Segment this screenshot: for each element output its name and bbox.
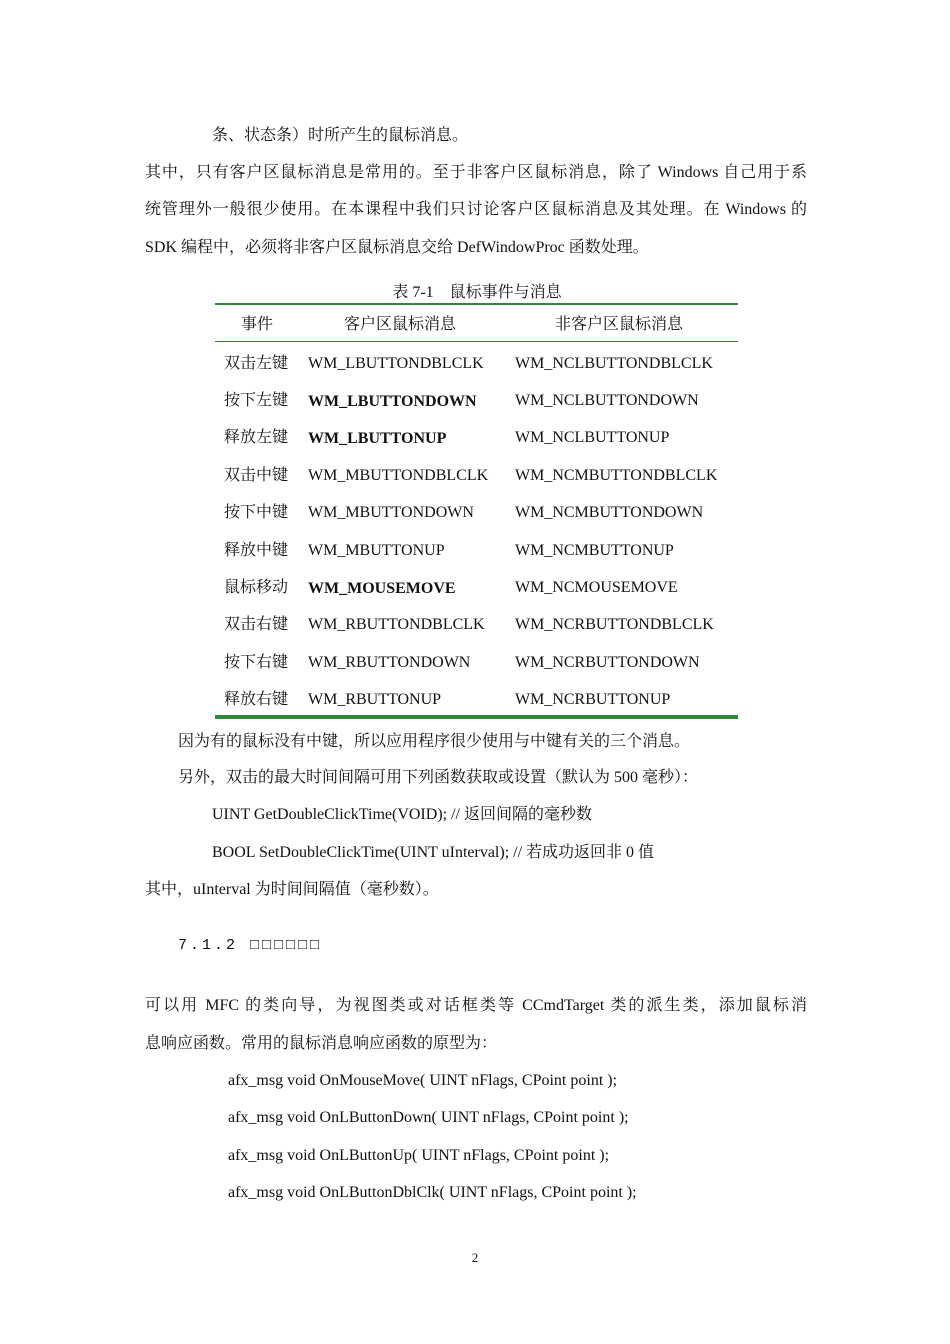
table-cell-client: WM_LBUTTONDOWN: [308, 393, 477, 410]
table-cell-client: WM_RBUTTONDOWN: [308, 654, 471, 671]
table-cell-client: WM_MBUTTONUP: [308, 542, 445, 559]
table-cell-event: 双击左键: [224, 355, 289, 372]
table-cell-client: WM_MOUSEMOVE: [308, 580, 456, 597]
paragraph-line: 息响应函数。常用的鼠标消息响应函数的原型为：: [145, 1035, 498, 1052]
table-cell-event: 释放中键: [224, 542, 289, 559]
table-cell-client: WM_LBUTTONUP: [308, 430, 447, 447]
table-cell-event: 按下左键: [224, 392, 289, 409]
table-header-cell: 客户区鼠标消息: [344, 316, 457, 333]
code-line: afx_msg void OnLButtonDown( UINT nFlags, CPoint point );: [228, 1109, 629, 1126]
table-cell-client: WM_MBUTTONDOWN: [308, 504, 474, 521]
page-number: 2: [471, 1250, 479, 1265]
table-cell-event: 双击右键: [224, 616, 289, 633]
code-line: BOOL SetDoubleClickTime(UINT uInterval); // 若成功返回非 0 值: [212, 844, 655, 861]
paragraph-line: 其中，只有客户区鼠标消息是常用的。至于非客户区鼠标消息，除了 Windows 自己用于系: [145, 164, 807, 181]
table-cell-nonclient: WM_NCLBUTTONDOWN: [515, 392, 699, 409]
table-bottom-rule: [215, 715, 738, 719]
table-header-rule: [215, 341, 738, 342]
table-top-rule: [215, 303, 738, 305]
table-caption: 表 7-1 鼠标事件与消息: [392, 284, 562, 301]
paragraph-line: 统管理外一般很少使用。在本课程中我们只讨论客户区鼠标消息及其处理。在 Windows 的: [145, 201, 807, 218]
table-cell-event: 释放左键: [224, 429, 289, 446]
table-cell-event: 双击中键: [224, 467, 289, 484]
table-cell-client: WM_RBUTTONUP: [308, 691, 442, 708]
text-line: 其中，uInterval 为时间间隔值（毫秒数）。: [145, 881, 439, 898]
table-cell-nonclient: WM_NCMBUTTONUP: [515, 542, 674, 559]
table-cell-event: 释放右键: [224, 691, 289, 708]
table-cell-event: 按下右键: [224, 654, 289, 671]
table-cell-event: 按下中键: [224, 504, 289, 521]
table-cell-nonclient: WM_NCRBUTTONUP: [515, 691, 671, 708]
table-cell-nonclient: WM_NCRBUTTONDOWN: [515, 654, 700, 671]
table-cell-nonclient: WM_NCLBUTTONUP: [515, 429, 670, 446]
table-header-cell: 非客户区鼠标消息: [555, 316, 684, 333]
text-line: 因为有的鼠标没有中键，所以应用程序很少使用与中键有关的三个消息。: [178, 733, 691, 750]
table-header-cell: 事件: [241, 316, 274, 333]
table-cell-nonclient: WM_NCLBUTTONDBLCLK: [515, 355, 713, 372]
table-cell-nonclient: WM_NCRBUTTONDBLCLK: [515, 616, 714, 633]
table-cell-nonclient: WM_NCMBUTTONDBLCLK: [515, 467, 718, 484]
code-line: afx_msg void OnMouseMove( UINT nFlags, CPoint point );: [228, 1072, 618, 1089]
paragraph-line: SDK 编程中，必须将非客户区鼠标消息交给 DefWindowProc 函数处理。: [145, 239, 649, 256]
code-line: UINT GetDoubleClickTime(VOID); // 返回间隔的毫秒数: [212, 806, 592, 823]
text-line: 另外，双击的最大时间间隔可用下列函数获取或设置（默认为 500 毫秒）：: [178, 769, 699, 786]
code-line: afx_msg void OnLButtonDblClk( UINT nFlags, CPoint point );: [228, 1184, 637, 1201]
table-cell-nonclient: WM_NCMBUTTONDOWN: [515, 504, 704, 521]
table-cell-event: 鼠标移动: [224, 579, 289, 596]
paragraph-line: 可以用 MFC 的类向导，为视图类或对话框类等 CCmdTarget 类的派生类，添加鼠标消: [145, 997, 807, 1014]
code-line: afx_msg void OnLButtonUp( UINT nFlags, CPoint point );: [228, 1147, 610, 1164]
table-cell-nonclient: WM_NCMOUSEMOVE: [515, 579, 678, 596]
table-cell-client: WM_LBUTTONDBLCLK: [308, 355, 484, 372]
table-cell-client: WM_MBUTTONDBLCLK: [308, 467, 489, 484]
text-line: 条、状态条）时所产生的鼠标消息。: [212, 127, 469, 144]
section-heading: 7.1.2 □□□□□□: [178, 937, 323, 954]
table-cell-client: WM_RBUTTONDBLCLK: [308, 616, 485, 633]
